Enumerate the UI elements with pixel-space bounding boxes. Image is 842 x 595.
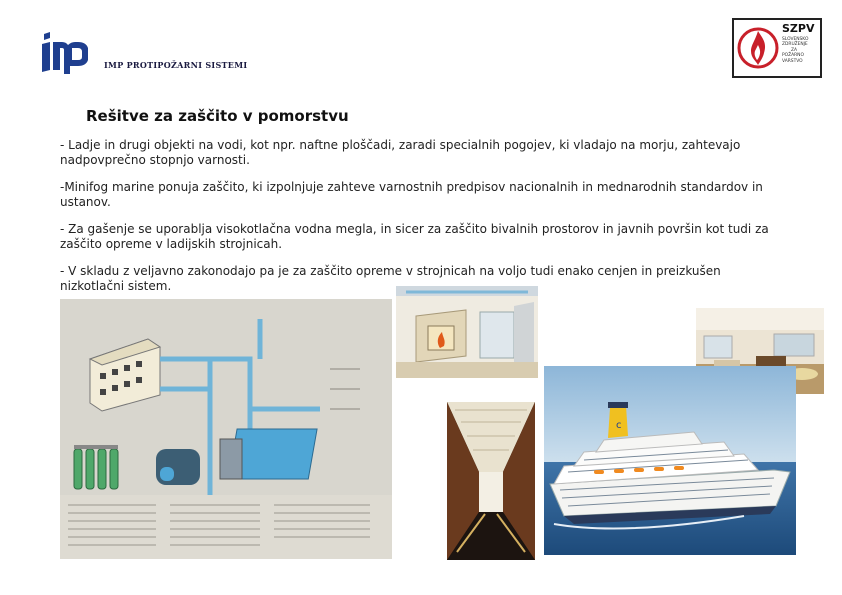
szpv-badge: [732, 18, 822, 78]
flame-icon: [737, 23, 779, 73]
paragraph: - Ladje in drugi objekti na vodi, kot npr. naftne ploščadi, zaradi specialnih pogojev, ki vladajo na morju, zahtevajo nadpovprečno stopnjo varnosti.: [60, 138, 741, 167]
szpv-subtitle: [782, 37, 820, 64]
svg-text:c: c: [616, 420, 622, 431]
ship-corridor-photo: [447, 402, 535, 560]
system-diagram-image: [60, 299, 392, 559]
cruise-ship-photo: [544, 366, 796, 555]
paragraph: - V skladu z veljavno zakonodajo pa je za zaščito opreme v strojnicah na voljo tudi enako cenjen in preizkušen nizkotlačni sistem.: [60, 264, 721, 293]
paragraph: -Minifog marine ponuja zaščito, ki izpolnjuje zahteve varnostnih predpisov nacionalnih in mednarodnih standardov in ustanov.: [60, 180, 763, 209]
imp-logo: [40, 30, 92, 74]
company-name: IMP PROTIPOŽARNI SISTEMI: [104, 60, 248, 70]
page-title: Rešitve za zaščito v pomorstvu: [86, 107, 349, 125]
paragraph: - Za gašenje se uporablja visokotlačna vodna megla, in sicer za zaščito bivalnih prostorov in javnih površin kot tudi za zaščito opreme v ladijskih strojnicah.: [60, 222, 769, 251]
szpv-line: ZA: [790, 47, 797, 53]
cabin-fire-illustration: [396, 286, 538, 378]
szpv-line: ZDRUŽENJE: [782, 42, 808, 48]
szpv-line: SLOVENSKO: [782, 37, 809, 42]
imp-logo-mark: [40, 30, 92, 74]
szpv-code: SZPV: [782, 22, 815, 35]
szpv-line: POŽARNO: [782, 53, 804, 59]
szpv-line: VARSTVO: [782, 58, 803, 64]
